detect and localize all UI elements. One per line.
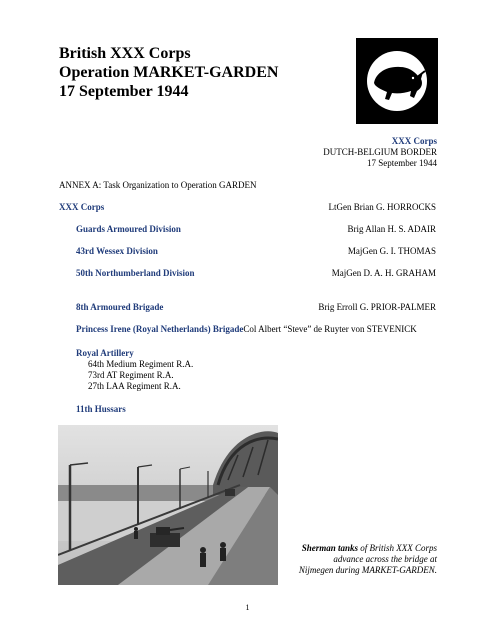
title-line-2: Operation MARKET-GARDEN xyxy=(59,64,279,81)
hussars-unit: 11th Hussars xyxy=(76,404,126,414)
unit-name: XXX Corps xyxy=(59,202,105,212)
org-row xyxy=(59,202,436,212)
artillery-item: 27th LAA Regiment R.A. xyxy=(88,381,181,391)
nijmegen-bridge-photo xyxy=(58,425,278,585)
org-row xyxy=(76,246,436,256)
unit-commander: LtGen Brian G. HORROCKS xyxy=(328,202,436,212)
document-title xyxy=(59,44,278,101)
unit-commander: Brig Allan H. S. ADAIR xyxy=(347,224,436,234)
unit-commander: Brig Erroll G. PRIOR-PALMER xyxy=(318,302,436,312)
org-row xyxy=(76,302,436,312)
document-header xyxy=(323,136,437,169)
unit-name: Guards Armoured Division xyxy=(76,224,181,234)
annex-title: ANNEX A: Task Organization to Operation GARDEN xyxy=(59,180,257,190)
unit-commander: Col Albert “Steve” de Ruyter von STEVENICK xyxy=(243,324,417,334)
org-row xyxy=(76,324,436,334)
title-line-3: 17 September 1944 xyxy=(59,83,189,100)
hussars-row xyxy=(76,404,126,414)
unit-name: 43rd Wessex Division xyxy=(76,246,158,256)
unit-name: 50th Northumberland Division xyxy=(76,268,195,278)
page-number: 1 xyxy=(245,603,250,612)
header-location: DUTCH-BELGIUM BORDER xyxy=(323,147,437,157)
caption-text-3: Nijmegen during MARKET-GARDEN. xyxy=(298,565,437,575)
unit-commander: MajGen G. I. THOMAS xyxy=(347,246,436,256)
org-row xyxy=(76,268,436,278)
header-corps: XXX Corps xyxy=(391,136,437,146)
org-row xyxy=(76,224,436,234)
photo-caption xyxy=(257,543,437,576)
caption-text-2: advance across the bridge at xyxy=(333,554,437,564)
unit-commander: MajGen D. A. H. GRAHAM xyxy=(331,268,436,278)
title-line-1: British XXX Corps xyxy=(59,45,191,62)
unit-name: Princess Irene (Royal Netherlands) Brigade xyxy=(76,324,244,334)
caption-text-1: of British XXX Corps xyxy=(357,543,437,553)
artillery-item: 64th Medium Regiment R.A. xyxy=(88,359,194,369)
xxx-corps-boar-emblem-icon xyxy=(356,38,438,124)
artillery-item: 73rd AT Regiment R.A. xyxy=(88,370,174,380)
header-date: 17 September 1944 xyxy=(367,158,437,168)
caption-bold: Sherman tanks xyxy=(301,543,358,553)
artillery-heading: Royal Artillery xyxy=(76,348,134,358)
unit-name: 8th Armoured Brigade xyxy=(76,302,164,312)
royal-artillery-block xyxy=(76,348,193,392)
